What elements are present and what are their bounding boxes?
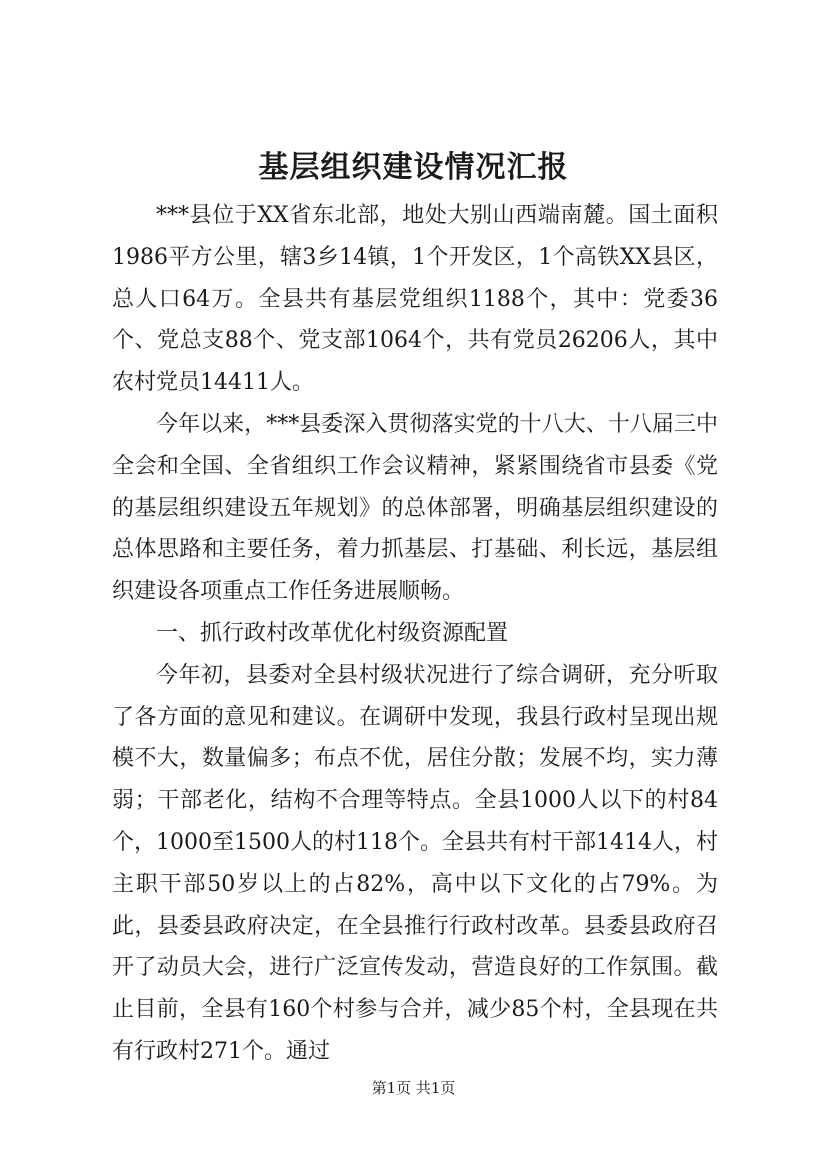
document-title: 基层组织建设情况汇报 bbox=[258, 150, 569, 185]
page-footer: 第1页 共1页 bbox=[371, 1079, 456, 1097]
paragraph-work-summary: 今年以来，***县委深入贯彻落实党的十八大、十八届三中全会和全国、全省组织工作会议精神，紧紧围绕省市县委《党的基层组织建设五年规划》的总体部署，明确基层组织建设的总体思路和主要任务，着力抓基层、打基础、利长远，基层组织建设各项重点工作任务进展顺畅。 bbox=[112, 411, 718, 605]
paragraph-village-reform: 今年初，县委对全县村级状况进行了综合调研，充分听取了各方面的意见和建议。在调研中发现，我县行政村呈现出规模不大，数量偏多；布点不优，居住分散；发展不均，实力薄弱；干部老化，结构不合理等特点。全县1000人以下的村84个，1000至1500人的村118个。全县共有村干部1414人，村主职干部50岁以上的占82%，高中以下文化的占79%。为此，县委县政府决定，在全县推行行政村改革。县委县政府召开了动员大会，进行广泛宣传发动，营造良好的工作氛围。截止目前，全县有160个村参与合并，减少85个村，全县现在共有行政村271个。通过 bbox=[112, 662, 718, 1064]
section-heading-village-reform: 一、抓行政村改革优化村级资源配置 bbox=[156, 620, 509, 646]
paragraph-county-overview: ***县位于XX省东北部，地处大别山西端南麓。国土面积1986平方公里，辖3乡14镇，1个开发区，1个高铁XX县区，总人口64万。全县共有基层党组织1188个，其中：党委36个、党总支88个、党支部1064个，共有党员26206人，其中农村党员14411人。 bbox=[112, 203, 718, 396]
document-body bbox=[112, 195, 718, 1073]
